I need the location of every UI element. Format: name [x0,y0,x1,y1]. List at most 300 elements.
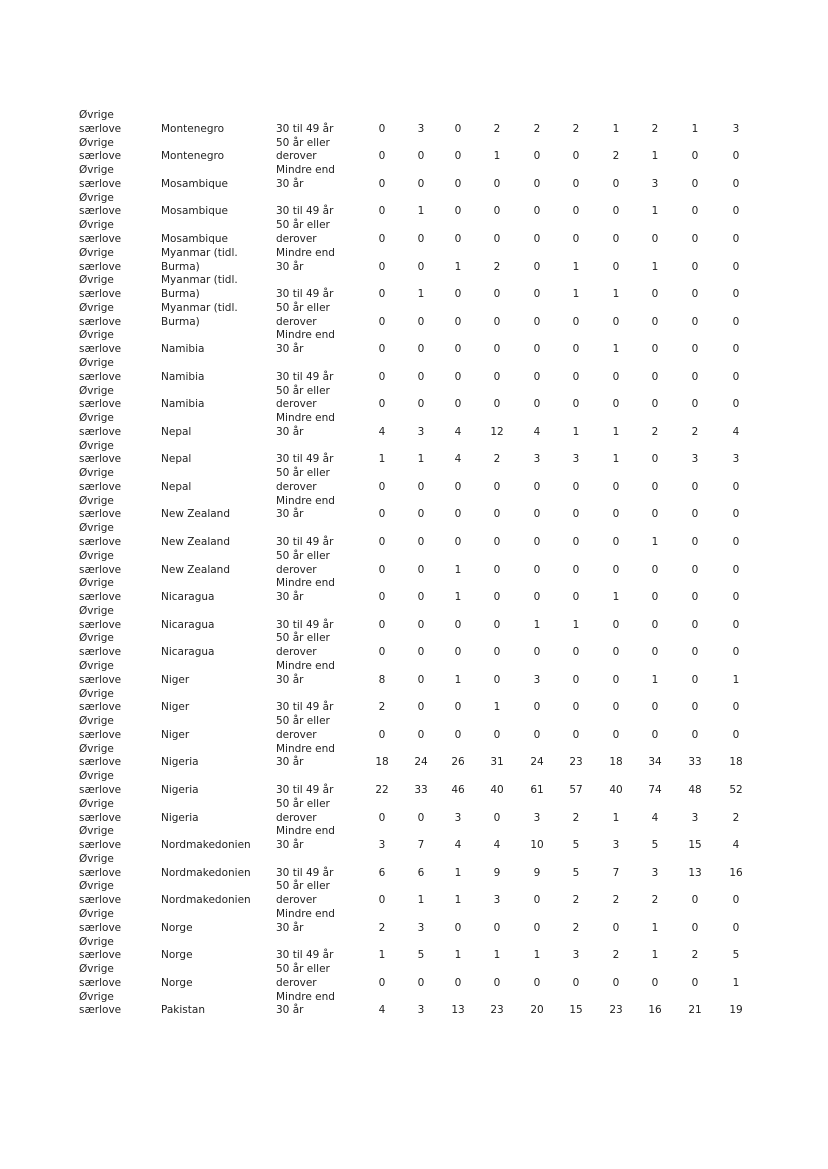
country-cell-line [161,880,271,894]
category-cell [79,164,149,192]
value-cell: 0 [378,150,386,163]
value-cell: 1 [732,976,740,989]
category-cell [79,247,149,275]
category-cell-line: særlove [79,177,122,190]
category-cell-line: særlove [79,949,122,962]
age-group-cell-line: derover [276,398,317,411]
age-group-cell [276,495,361,523]
table-row [0,908,828,936]
value-cell: 0 [612,701,620,714]
value-cell: 4 [493,839,501,852]
value-cell: 23 [569,756,583,769]
table-row [0,385,828,413]
value-cell: 0 [454,370,462,383]
country-cell-line: Namibia [161,370,205,383]
category-cell [79,853,149,881]
category-cell [79,550,149,578]
value-cell: 1 [572,288,580,301]
country-cell-line: Nigeria [161,783,199,796]
value-cell: 0 [572,646,580,659]
age-group-cell [276,880,361,908]
country-cell-line: New Zealand [161,536,230,548]
value-cell: 3 [493,894,501,907]
value-cell: 0 [651,618,659,631]
category-cell-line: særlove [79,701,122,714]
country-cell-line [161,825,271,839]
age-group-cell [276,798,361,826]
value-cell: 0 [572,701,580,714]
value-cell: 0 [533,646,541,659]
country-cell-line [161,770,271,784]
value-cell: 1 [732,673,740,686]
value-cell: 0 [691,921,699,934]
age-group-cell-line: 50 år eller [276,963,330,976]
value-cell: 0 [533,591,541,604]
value-cell: 0 [533,976,541,989]
value-cell: 6 [378,866,386,879]
value-cell: 4 [378,425,386,438]
value-cell: 1 [612,122,620,135]
value-cell: 74 [648,783,662,796]
country-cell-line: Nigeria [161,756,199,769]
age-group-cell-line: 30 til 49 år [276,122,334,135]
country-cell-line: New Zealand [161,508,230,521]
value-cell: 0 [612,398,620,411]
age-group-cell [276,274,361,302]
country-cell-line: Nicaragua [161,591,215,604]
age-group-cell-line: 30 år [276,343,304,356]
value-cell: 0 [493,618,501,631]
age-group-cell [276,467,361,495]
value-cell: 0 [572,398,580,411]
age-group-cell-line: derover [276,480,317,493]
age-group-cell-line: 30 til 49 år [276,536,334,548]
category-cell-line: særlove [79,508,122,521]
value-cell: 0 [378,563,386,576]
category-cell [79,137,149,165]
category-cell-line: særlove [79,673,122,686]
country-cell [161,908,271,936]
category-cell-line: særlove [79,866,122,879]
value-cell: 3 [417,1004,425,1017]
table-row [0,137,828,165]
value-cell: 0 [651,591,659,604]
age-group-cell-line: 30 år [276,839,304,852]
value-cell: 0 [732,894,740,907]
age-group-cell-line [276,109,361,123]
table-row [0,440,828,468]
age-group-cell [276,825,361,853]
age-group-cell [276,770,361,798]
country-cell-line [161,467,271,481]
value-cell: 1 [493,701,501,714]
age-group-cell-line: 30 til 49 år [276,866,334,879]
value-cell: 5 [651,839,659,852]
country-cell [161,385,271,413]
category-cell [79,440,149,468]
value-cell: 2 [612,150,620,163]
country-cell-line [161,991,271,1005]
age-group-cell [276,936,361,964]
value-cell: 5 [417,949,425,962]
country-cell-line: Myanmar (tidl. [161,301,238,314]
category-cell-line: særlove [79,1004,122,1017]
table-row [0,963,828,991]
country-cell-line: Nepal [161,453,192,466]
country-cell-line [161,495,271,509]
country-cell [161,632,271,660]
category-cell-line: særlove [79,398,122,411]
category-cell [79,936,149,964]
value-cell: 0 [493,728,501,741]
country-cell-line: Montenegro [161,150,225,163]
country-cell [161,798,271,826]
category-cell-line: Øvrige [79,246,114,259]
value-cell: 20 [530,1004,544,1017]
value-cell: 0 [612,536,620,548]
value-cell: 0 [454,315,462,328]
age-group-cell-line: 30 til 49 år [276,288,334,301]
table-row [0,853,828,881]
age-group-cell [276,357,361,385]
value-cell: 1 [533,949,541,962]
age-group-cell-line: 30 år [276,756,304,769]
value-cell: 0 [533,232,541,245]
category-cell-line: særlove [79,343,122,356]
category-cell-line: Øvrige [79,412,114,425]
value-cell: 0 [417,728,425,741]
value-cell: 0 [378,976,386,989]
category-cell-line: særlove [79,453,122,466]
value-cell: 0 [417,536,425,548]
value-cell: 0 [533,536,541,548]
country-cell-line [161,550,271,564]
age-group-cell-line: Mindre end [276,990,335,1003]
table-row [0,880,828,908]
category-cell [79,302,149,330]
value-cell: 0 [572,370,580,383]
value-cell: 0 [454,122,462,135]
value-cell: 2 [691,425,699,438]
category-cell-line: Øvrige [79,522,114,535]
category-cell-line: særlove [79,783,122,796]
table-row [0,247,828,275]
value-cell: 0 [691,315,699,328]
value-cell: 0 [378,177,386,190]
value-cell: 0 [612,646,620,659]
category-cell-line: særlove [79,591,122,604]
category-cell-line: særlove [79,260,122,273]
table-row [0,329,828,357]
value-cell: 0 [378,315,386,328]
value-cell: 52 [729,783,743,796]
category-cell-line: særlove [79,976,122,989]
country-cell-line [161,137,271,151]
value-cell: 0 [493,976,501,989]
category-cell-line: særlove [79,232,122,245]
value-cell: 0 [454,205,462,218]
value-cell: 3 [378,839,386,852]
age-group-cell-line: Mindre end [276,825,335,838]
value-cell: 0 [732,177,740,190]
value-cell: 0 [732,508,740,521]
country-cell-line: Myanmar (tidl. [161,274,238,287]
country-cell-line: Pakistan [161,1004,205,1017]
age-group-cell-line: 30 til 49 år [276,205,334,218]
value-cell: 0 [732,701,740,714]
age-group-cell-line [276,274,361,288]
value-cell: 0 [651,232,659,245]
category-cell-line: særlove [79,205,122,218]
country-cell-line: Niger [161,701,190,714]
value-cell: 0 [651,315,659,328]
value-cell: 0 [454,288,462,301]
value-cell: 0 [378,728,386,741]
value-cell: 3 [651,177,659,190]
value-cell: 1 [454,894,462,907]
value-cell: 0 [454,150,462,163]
value-cell: 7 [612,866,620,879]
value-cell: 1 [612,425,620,438]
value-cell: 4 [454,839,462,852]
country-cell [161,495,271,523]
age-group-cell-line: derover [276,563,317,576]
value-cell: 0 [454,398,462,411]
value-cell: 0 [378,343,386,356]
value-cell: 1 [612,343,620,356]
value-cell: 0 [691,701,699,714]
country-cell-line [161,109,271,123]
value-cell: 0 [417,591,425,604]
category-cell [79,605,149,633]
value-cell: 0 [533,315,541,328]
table-row [0,825,828,853]
value-cell: 3 [454,811,462,824]
value-cell: 1 [454,591,462,604]
country-cell-line: Norge [161,921,193,934]
country-cell-line: Mosambique [161,232,228,245]
age-group-cell-line: 50 år eller [276,632,330,645]
table-row [0,660,828,688]
value-cell: 0 [651,701,659,714]
value-cell: 1 [572,425,580,438]
value-cell: 1 [493,949,501,962]
value-cell: 2 [691,949,699,962]
table-row [0,550,828,578]
value-cell: 0 [533,894,541,907]
age-group-cell-line: 30 til 49 år [276,453,334,466]
category-cell-line: særlove [79,150,122,163]
value-cell: 0 [378,260,386,273]
value-cell: 0 [572,536,580,548]
country-cell-line: New Zealand [161,563,230,576]
value-cell: 3 [691,811,699,824]
country-cell-line [161,963,271,977]
age-group-cell [276,440,361,468]
category-cell-line: Øvrige [79,301,114,314]
country-cell [161,936,271,964]
category-cell [79,385,149,413]
value-cell: 0 [572,315,580,328]
country-cell [161,743,271,771]
value-cell: 0 [533,728,541,741]
country-cell-line: Burma) [161,315,200,328]
age-group-cell [276,743,361,771]
value-cell: 0 [732,232,740,245]
value-cell: 0 [732,536,740,548]
age-group-cell [276,632,361,660]
value-cell: 0 [533,260,541,273]
country-cell-line [161,936,271,950]
value-cell: 0 [493,370,501,383]
value-cell: 0 [417,701,425,714]
country-cell-line [161,605,271,619]
category-cell-line: Øvrige [79,742,114,755]
value-cell: 1 [612,288,620,301]
age-group-cell [276,991,361,1019]
age-group-cell-line: 50 år eller [276,136,330,149]
age-group-cell-line: 50 år eller [276,715,330,728]
value-cell: 1 [417,453,425,466]
table-row [0,302,828,330]
table-row [0,164,828,192]
value-cell: 0 [612,177,620,190]
value-cell: 0 [572,508,580,521]
value-cell: 0 [651,398,659,411]
value-cell: 3 [572,453,580,466]
value-cell: 1 [691,122,699,135]
age-group-cell-line [276,853,361,867]
value-cell: 0 [612,976,620,989]
country-cell-line: Norge [161,976,193,989]
value-cell: 5 [572,839,580,852]
age-group-cell-line: 30 år [276,673,304,686]
value-cell: 4 [732,425,740,438]
value-cell: 0 [533,343,541,356]
value-cell: 0 [572,177,580,190]
value-cell: 1 [572,618,580,631]
age-group-cell [276,963,361,991]
country-cell-line [161,164,271,178]
value-cell: 0 [493,315,501,328]
value-cell: 0 [417,398,425,411]
value-cell: 2 [732,811,740,824]
category-cell-line: Øvrige [79,467,114,480]
age-group-cell-line: derover [276,811,317,824]
value-cell: 0 [378,591,386,604]
value-cell: 0 [493,205,501,218]
category-cell-line: særlove [79,315,122,328]
value-cell: 0 [691,480,699,493]
value-cell: 0 [378,894,386,907]
country-cell-line: Niger [161,673,190,686]
value-cell: 2 [493,122,501,135]
age-group-cell-line: Mindre end [276,494,335,507]
value-cell: 1 [454,563,462,576]
value-cell: 0 [417,177,425,190]
value-cell: 0 [378,232,386,245]
country-cell-line: Mosambique [161,177,228,190]
table-row [0,412,828,440]
value-cell: 1 [454,673,462,686]
value-cell: 0 [493,646,501,659]
age-group-cell-line: Mindre end [276,907,335,920]
category-cell [79,577,149,605]
age-group-cell [276,577,361,605]
category-cell [79,825,149,853]
table-row [0,577,828,605]
value-cell: 0 [651,563,659,576]
value-cell: 18 [609,756,623,769]
value-cell: 0 [417,315,425,328]
category-cell [79,660,149,688]
value-cell: 22 [375,783,389,796]
value-cell: 0 [732,563,740,576]
value-cell: 0 [732,150,740,163]
value-cell: 0 [651,288,659,301]
country-cell [161,274,271,302]
table-row [0,109,828,137]
value-cell: 0 [417,618,425,631]
value-cell: 0 [691,150,699,163]
value-cell: 0 [533,205,541,218]
category-cell [79,908,149,936]
country-cell-line [161,219,271,233]
country-cell-line [161,715,271,729]
value-cell: 0 [572,673,580,686]
age-group-cell [276,219,361,247]
value-cell: 13 [451,1004,465,1017]
age-group-cell-line [276,192,361,206]
category-cell-line: Øvrige [79,963,114,976]
value-cell: 0 [572,976,580,989]
category-cell-line: Øvrige [79,384,114,397]
value-cell: 0 [732,315,740,328]
country-cell-line: Mosambique [161,205,228,218]
country-cell-line [161,798,271,812]
value-cell: 0 [417,480,425,493]
value-cell: 0 [612,260,620,273]
value-cell: 3 [533,811,541,824]
value-cell: 0 [691,673,699,686]
value-cell: 31 [490,756,504,769]
table-row [0,715,828,743]
age-group-cell [276,385,361,413]
value-cell: 0 [454,618,462,631]
value-cell: 0 [454,536,462,548]
value-cell: 0 [691,177,699,190]
country-cell [161,192,271,220]
age-group-cell-line: Mindre end [276,742,335,755]
value-cell: 0 [417,260,425,273]
value-cell: 1 [651,673,659,686]
value-cell: 1 [417,288,425,301]
category-cell-line: Øvrige [79,109,114,121]
category-cell [79,880,149,908]
age-group-cell [276,550,361,578]
value-cell: 0 [732,343,740,356]
category-cell [79,495,149,523]
value-cell: 61 [530,783,544,796]
value-cell: 0 [691,646,699,659]
country-cell [161,302,271,330]
age-group-cell-line: 30 år [276,425,304,438]
value-cell: 0 [493,591,501,604]
value-cell: 3 [533,673,541,686]
category-cell-line: særlove [79,646,122,659]
age-group-cell [276,302,361,330]
value-cell: 23 [490,1004,504,1017]
